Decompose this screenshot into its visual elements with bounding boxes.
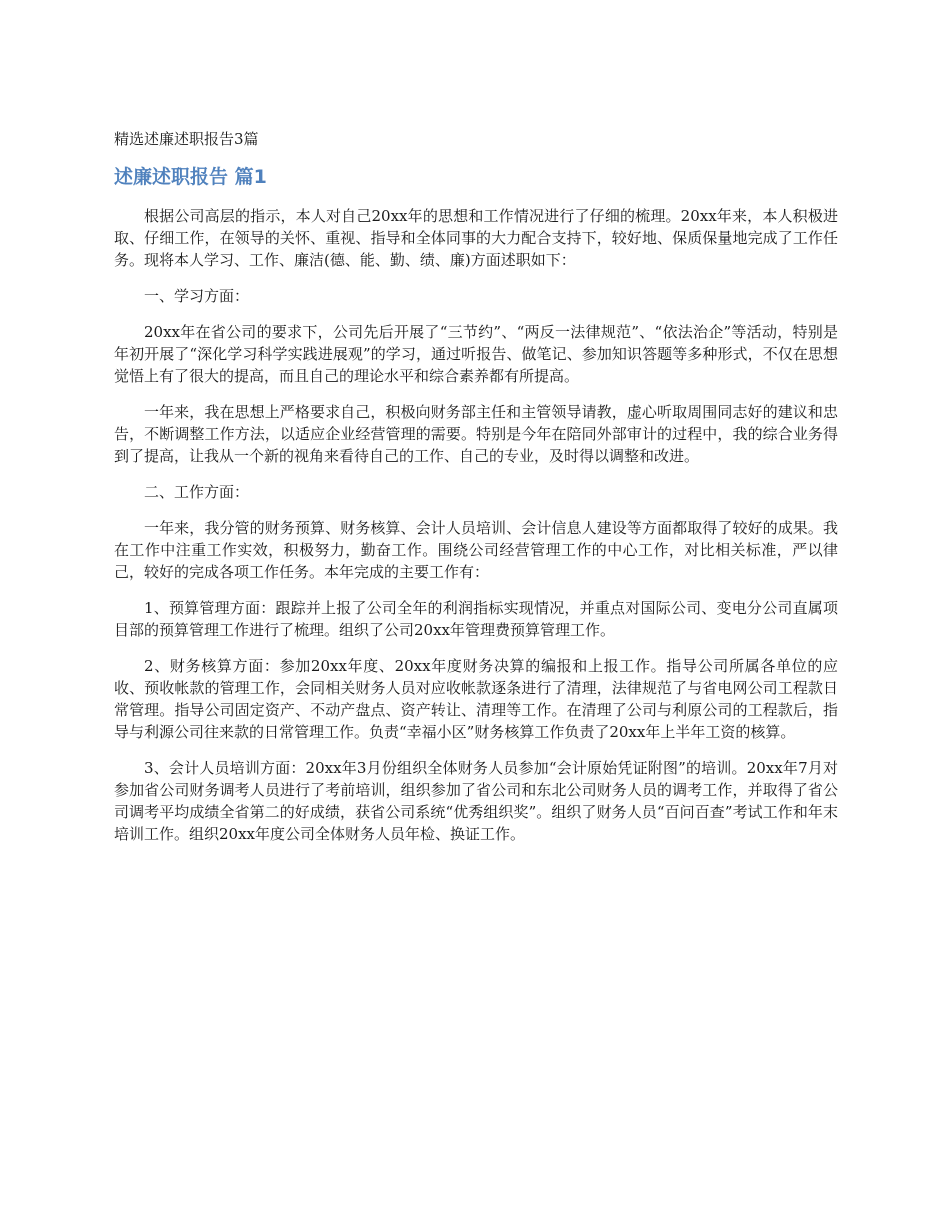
document-body: [114, 205, 838, 859]
paragraph-training: 3、会计人员培训方面：20xx年3月份组织全体财务人员参加“会计原始凭证附图”的培训。20xx年7月对参加省公司财务调考人员进行了考前培训，组织参加了省公司和东北公司财务人员的调考工作，并取得了省公司调考平均成绩全省第二的好成绩，获省公司系统“优秀组织奖”。组织了财务人员“百问百查”考试工作和年末培训工作。组织20xx年度公司全体财务人员年检、换证工作。: [114, 759, 838, 843]
paragraph-study-activities: 20xx年在省公司的要求下，公司先后开展了“三节约”、“两反一法律规范”、“依法治企”等活动，特别是年初开展了“深化学习科学实践进展观”的学习，通过听报告、做笔记、参加知识答题等多种形式，不仅在思想觉悟上有了很大的提高，而且自己的理论水平和综合素养都有所提高。: [114, 323, 838, 385]
paragraph-budget: 1、预算管理方面：跟踪并上报了公司全年的利润指标实现情况，并重点对国际公司、变电分公司直属项目部的预算管理工作进行了梳理。组织了公司20xx年管理费预算管理工作。: [114, 599, 838, 639]
subheading-study: 一、学习方面：: [144, 287, 250, 305]
document-title: 精选述廉述职报告3篇: [114, 130, 259, 148]
paragraph-work-summary: 一年来，我分管的财务预算、财务核算、会计人员培训、会计信息人建设等方面都取得了较好的成果。我在工作中注重工作实效，积极努力，勤奋工作。围绕公司经营管理工作的中心工作，对比相关标准，严以律己，较好的完成各项工作任务。本年完成的主要工作有：: [114, 519, 838, 581]
paragraph-accounting: 2、财务核算方面：参加20xx年度、20xx年度财务决算的编报和上报工作。指导公司所属各单位的应收、预收帐款的管理工作，会同相关财务人员对应收帐款逐条进行了清理，法律规范了与省电网公司工程款日常管理。指导公司固定资产、不动产盘点、资产转让、清理等工作。在清理了公司与利原公司的工程款后，指导与利源公司往来款的日常管理工作。负责“幸福小区”财务核算工作负责了20xx年上半年工资的核算。: [114, 657, 838, 741]
subheading-work: 二、工作方面：: [144, 483, 250, 501]
paragraph-intro: 根据公司高层的指示，本人对自己20xx年的思想和工作情况进行了仔细的梳理。20xx年来，本人积极进取、仔细工作，在领导的关怀、重视、指导和全体同事的大力配合支持下，较好地、保质保量地完成了工作任务。现将本人学习、工作、廉洁(德、能、勤、绩、廉)方面述职如下：: [114, 207, 838, 269]
section-heading: 述廉述职报告 篇1: [114, 166, 267, 188]
paragraph-study-improvement: 一年来，我在思想上严格要求自己，积极向财务部主任和主管领导请教，虚心听取周围同志好的建议和忠告，不断调整工作方法，以适应企业经营管理的需要。特别是今年在陪同外部审计的过程中，我的综合业务得到了提高，让我从一个新的视角来看待自己的工作、自己的专业，及时得以调整和改进。: [114, 403, 838, 465]
